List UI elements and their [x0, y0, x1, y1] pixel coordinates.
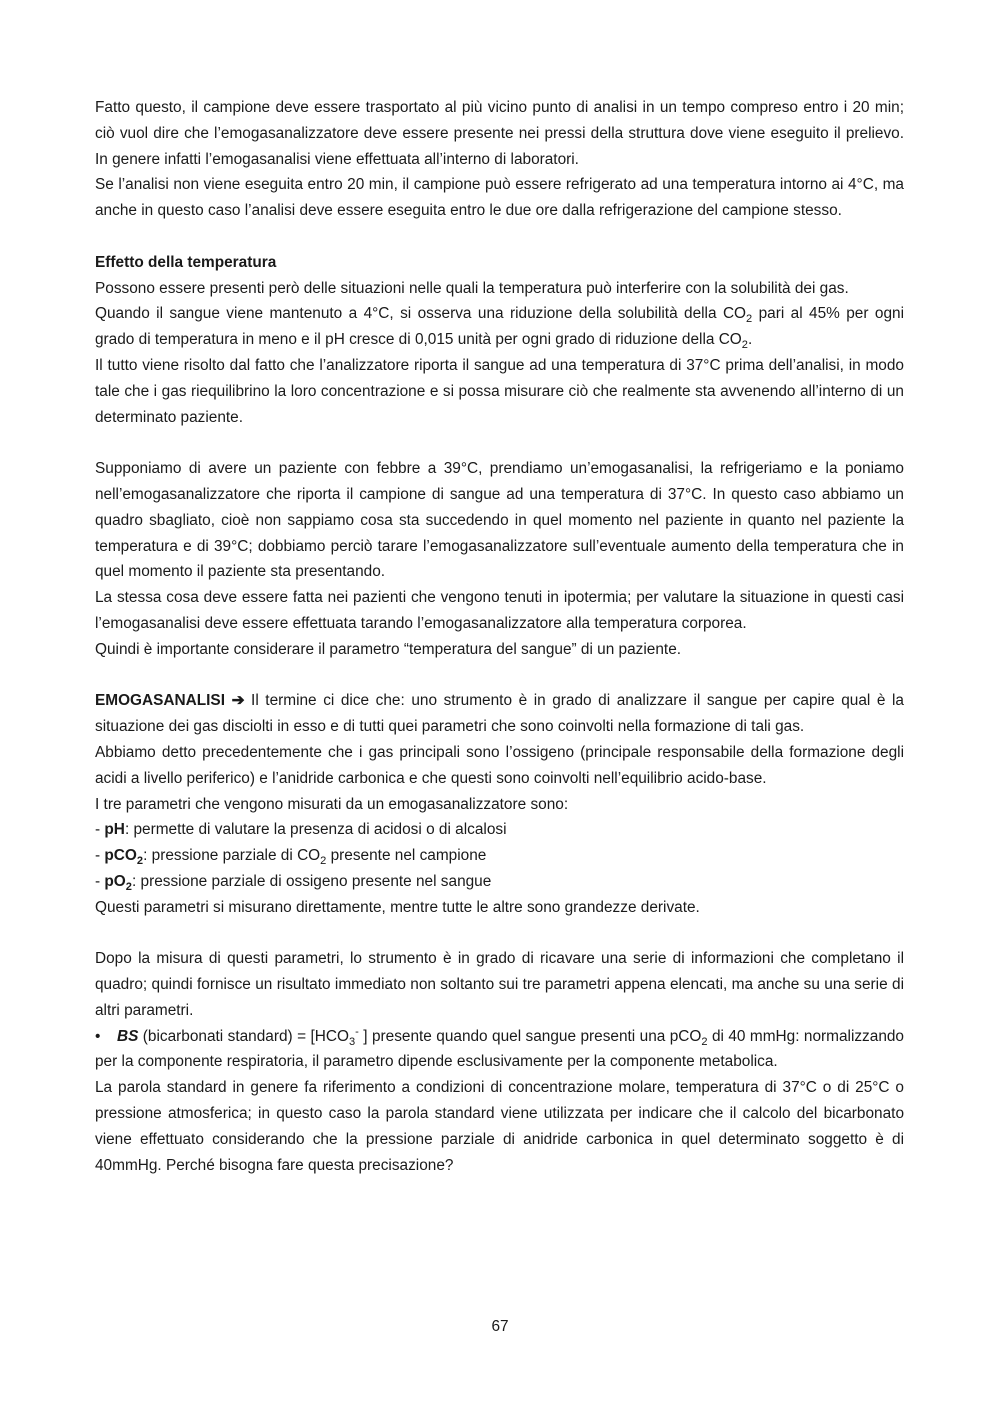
term-emogasanalisi: EMOGASANALISI	[95, 692, 225, 710]
spacer	[95, 430, 904, 456]
paragraph-hypothermia: La stessa cosa deve essere fatta nei pazienti che vengono tenuti in ipotermia; per valutare la situazione in questi casi l’emogasanalisi deve essere effettuata tarando l’emogasanalizzatore alla temperatura corporea.	[95, 589, 904, 632]
arrow-icon: ➔	[231, 692, 245, 710]
paragraph-blood-temperature: Quindi è importante considerare il parametro “temperatura del sangue” di un paziente.	[95, 640, 682, 658]
paragraph-temperature-intro: Possono essere presenti però delle situazioni nelle quali la temperatura può interferire con la solubilità dei gas.	[95, 279, 849, 297]
paragraph-analyzer-37: Il tutto viene risolto dal fatto che l’analizzatore riporta il sangue ad una temperatura di 37°C prima dell’analisi, in modo tale che i gas riequilibrino la loro concentrazione e si possa misurare ciò che realmente sta avvenendo all’interno di un determinato paziente.	[95, 356, 904, 426]
list-item-pco2: - pCO$_2$: pressione parziale di $CO_2$ presente nel campione	[95, 847, 487, 868]
section-heading-temperature: Effetto della temperatura	[95, 253, 277, 271]
bullet-item-bs: • BS (bicarbonati standard) = [$HCO_3^-$ ] presente quando quel sangue presenti una pCO$_2$ di 40 mmHg: normalizzando per la componente respiratoria, il parametro dipende esclusivamente per la componente metabolica.	[95, 1025, 904, 1071]
paragraph-transport: Fatto questo, il campione deve essere trasportato al più vicino punto di analisi in un tempo compreso entro i 20 min; ciò vuol dire che l’emogasanalizzatore deve essere presente nei pressi della struttura dove viene eseguito il prelievo. In genere infatti l’emogasanalisi viene effettuata all’interno di laboratori.	[95, 99, 904, 168]
page-number: 67	[491, 1318, 509, 1335]
paragraph-derived-info: Dopo la misura di questi parametri, lo strumento è in grado di ricavare una serie di informazioni che completano il quadro; quindi fornisce un risultato immediato non soltanto sui tre parametri appena elencati, ma anche su una serie di altri parametri.	[95, 950, 904, 1019]
list-item-po2: - $pO_2$: pressione parziale di ossigeno presente nel sangue	[95, 872, 492, 893]
spacer	[95, 921, 904, 947]
bullet-icon: •	[95, 1027, 101, 1045]
paragraph-principal-gases: Abbiamo detto precedentemente che i gas principali sono l’ossigeno (principale responsabile della formazione degli acidi a livello periferico) e l’anidride carbonica e che questi sono coinvolti nell’equilibrio acido-base.	[95, 743, 904, 787]
paragraph-co2-solubility: Quando il sangue viene mantenuto a 4°C, si osserva una riduzione della solubilità della $CO_2$ pari al 45% per ogni grado di temperatura in meno e il pH cresce di 0,015 unità per ogni grado di riduzione della $CO_2$.	[95, 305, 904, 352]
paragraph-fever-example: Supponiamo di avere un paziente con febbre a 39°C, prendiamo un’emogasanalisi, la refrigeriamo e la poniamo nell’emogasanalizzatore che riporta il campione di sangue ad una temperatura di 37°C. In questo caso abbiamo un quadro sbagliato, cioè non sappiamo cosa sta succedendo in quel momento nel paziente in quanto nel paziente la temperatura e di 39°C; dobbiamo perciò tarare l’emogasanalizzatore sull’eventuale aumento della temperatura che in quel momento il paziente sta presentando.	[95, 460, 904, 581]
paragraph-three-parameters: I tre parametri che vengono misurati da un emogasanalizzatore sono:	[95, 795, 569, 813]
paragraph-refrigeration: Se l’analisi non viene eseguita entro 20 min, il campione può essere refrigerato ad una temperatura intorno ai 4°C, ma anche in questo caso l’analisi deve essere eseguita entro le due ore dalla refrigerazione del campione stesso.	[95, 176, 904, 220]
paragraph-standard-meaning: La parola standard in genere fa riferimento a condizioni di concentrazione molare, temperatura di 37°C o di 25°C o pressione atmosferica; in questo caso la parola standard viene utilizzata per indicare che il calcolo del bicarbonato viene effettuato considerando che la pressione parziale di anidride carbonica in quel determinato soggetto è di 40mmHg. Perché bisogna fare questa precisazione?	[95, 1079, 904, 1174]
spacer	[95, 663, 904, 689]
list-item-ph: - pH: permette di valutare la presenza di acidosi o di alcalosi	[95, 821, 507, 839]
document-page	[95, 95, 904, 1178]
paragraph-derived-quantities: Questi parametri si misurano direttamente, mentre tutte le altre sono grandezze derivate.	[95, 898, 700, 916]
paragraph-emogasanalisi-definition: EMOGASANALISI ➔ Il termine ci dice che: uno strumento è in grado di analizzare il sangue per capire qual è la situazione dei gas disciolti in esso e di tutti quei parametri che sono coinvolti nella formazione di tali gas.	[95, 692, 904, 736]
spacer	[95, 224, 904, 250]
